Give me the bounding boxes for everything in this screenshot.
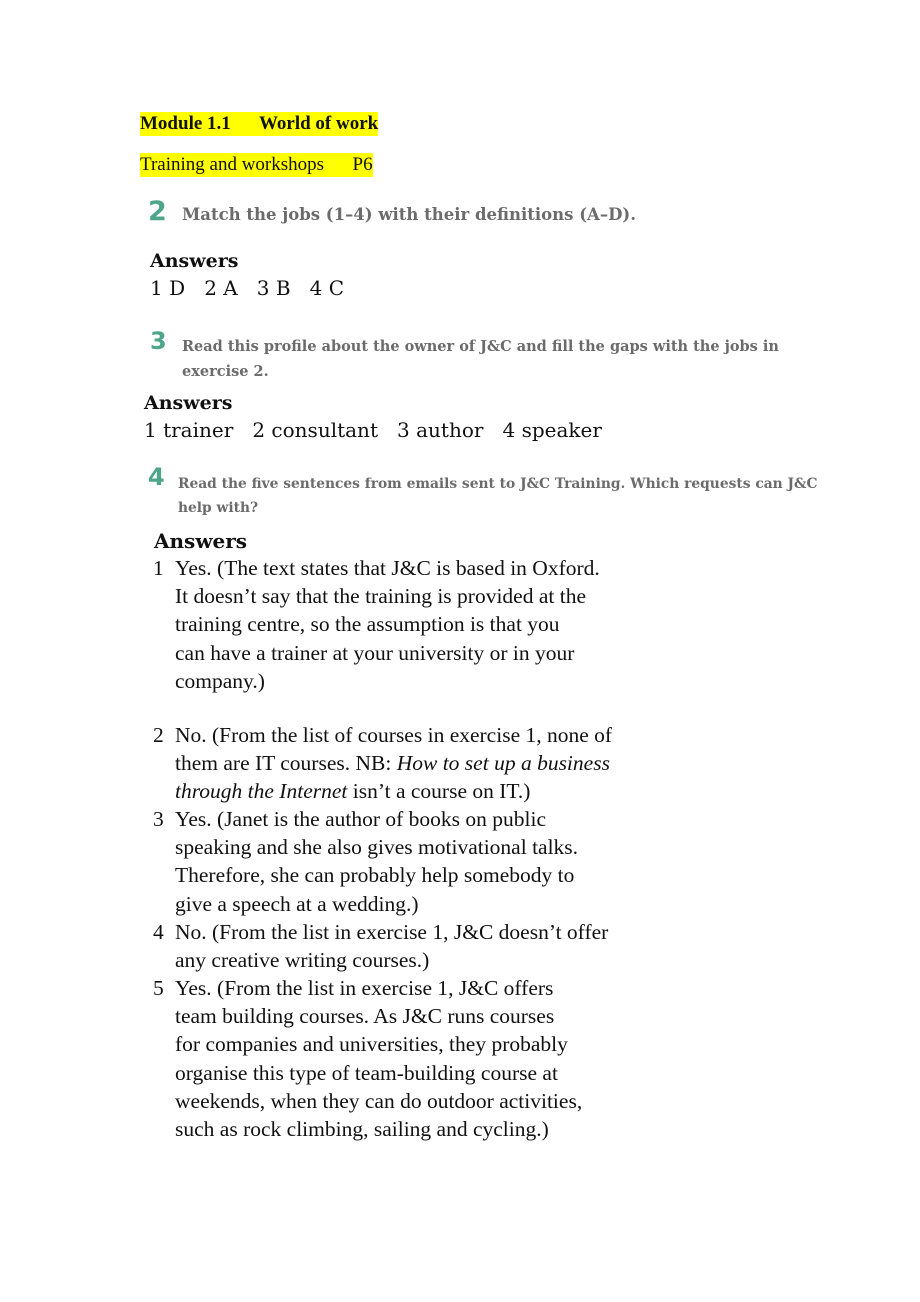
answer-number: 4 bbox=[153, 920, 164, 944]
answer-item-4 bbox=[153, 918, 713, 974]
answer-line: can have a trainer at your university or in your bbox=[175, 640, 575, 665]
exercise-4-number: 4 bbox=[148, 463, 165, 491]
exercise-4-instruction-line: help with? bbox=[178, 500, 259, 516]
subtitle-text: Training and workshops bbox=[140, 154, 325, 175]
page-ref: P6 bbox=[352, 154, 373, 175]
exercise-3-instruction bbox=[182, 334, 779, 384]
exercise-3-instruction-line: exercise 2. bbox=[182, 363, 269, 380]
exercise-3-number: 3 bbox=[150, 327, 167, 355]
module-label: Module 1.1 bbox=[140, 113, 231, 134]
answer-line: company.) bbox=[175, 668, 265, 693]
answer-number: 1 bbox=[153, 556, 164, 580]
answer-item-2 bbox=[153, 721, 713, 806]
answer-line: It doesn’t say that the training is provided at the bbox=[175, 584, 586, 609]
exercise-4-instruction-line: Read the five sentences from emails sent to J&C Training. Which requests can J&C bbox=[178, 476, 818, 492]
answer-text bbox=[175, 805, 713, 918]
answer-line: No. (From the list in exercise 1, J&C doesn’t offer bbox=[175, 920, 609, 944]
exercise-3-answers: 1 trainer 2 consultant 3 author 4 speaker bbox=[144, 418, 602, 442]
answer-text bbox=[175, 918, 713, 974]
module-title bbox=[140, 112, 378, 136]
answer-text bbox=[175, 974, 713, 1143]
answer-line: speaking and she also gives motivational talks. bbox=[175, 835, 579, 860]
course-title-italic: through the Internet bbox=[175, 779, 348, 804]
answer-text bbox=[175, 721, 713, 806]
exercise-2-answers: 1 D 2 A 3 B 4 C bbox=[150, 276, 345, 300]
answer-line: Therefore, she can probably help somebody to bbox=[175, 863, 575, 888]
exercise-2-number: 2 bbox=[148, 196, 167, 227]
exercise-4-instruction bbox=[178, 472, 817, 520]
answer-item-3 bbox=[153, 805, 713, 918]
answer-number: 2 bbox=[153, 723, 164, 747]
answer-line: weekends, when they can do outdoor activities, bbox=[175, 1088, 583, 1113]
answer-line: Yes. (The text states that J&C is based in Oxford. bbox=[175, 556, 600, 580]
answer-line: No. (From the list of courses in exercise 1, none of bbox=[175, 723, 613, 747]
answer-line bbox=[175, 749, 713, 777]
answer-line bbox=[175, 777, 713, 805]
answer-number: 3 bbox=[153, 807, 164, 831]
answer-line-part: isn’t a course on IT.) bbox=[347, 779, 531, 804]
module-topic: World of work bbox=[258, 113, 379, 134]
answer-line-part: them are IT courses. NB: bbox=[175, 751, 397, 776]
answer-line: give a speech at a wedding.) bbox=[175, 891, 419, 916]
answer-line: any creative writing courses.) bbox=[175, 948, 430, 973]
exercise-2-answers-heading: Answers bbox=[150, 250, 239, 272]
answer-line: organise this type of team-building course at bbox=[175, 1060, 558, 1085]
answer-line: Yes. (Janet is the author of books on public bbox=[175, 807, 547, 831]
section-subtitle bbox=[140, 153, 373, 177]
answer-line: team building courses. As J&C runs courses bbox=[175, 1004, 555, 1029]
answer-line: training centre, so the assumption is that you bbox=[175, 612, 560, 637]
answer-line: Yes. (From the list in exercise 1, J&C offers bbox=[175, 976, 554, 1000]
exercise-3-answers-heading: Answers bbox=[144, 392, 233, 414]
exercise-4-answers-heading: Answers bbox=[154, 529, 248, 553]
answer-text bbox=[175, 554, 713, 695]
answer-line: for companies and universities, they probably bbox=[175, 1032, 568, 1057]
answer-number: 5 bbox=[153, 976, 164, 1000]
answer-line: such as rock climbing, sailing and cycling.) bbox=[175, 1117, 549, 1142]
exercise-3-instruction-line: Read this profile about the owner of J&C and fill the gaps with the jobs in bbox=[182, 338, 779, 355]
answer-item-5 bbox=[153, 974, 713, 1143]
course-title-italic: How to set up a business bbox=[396, 751, 610, 776]
answer-item-1 bbox=[153, 554, 713, 695]
exercise-2-instruction: Match the jobs (1–4) with their definitions (A–D). bbox=[182, 205, 636, 224]
